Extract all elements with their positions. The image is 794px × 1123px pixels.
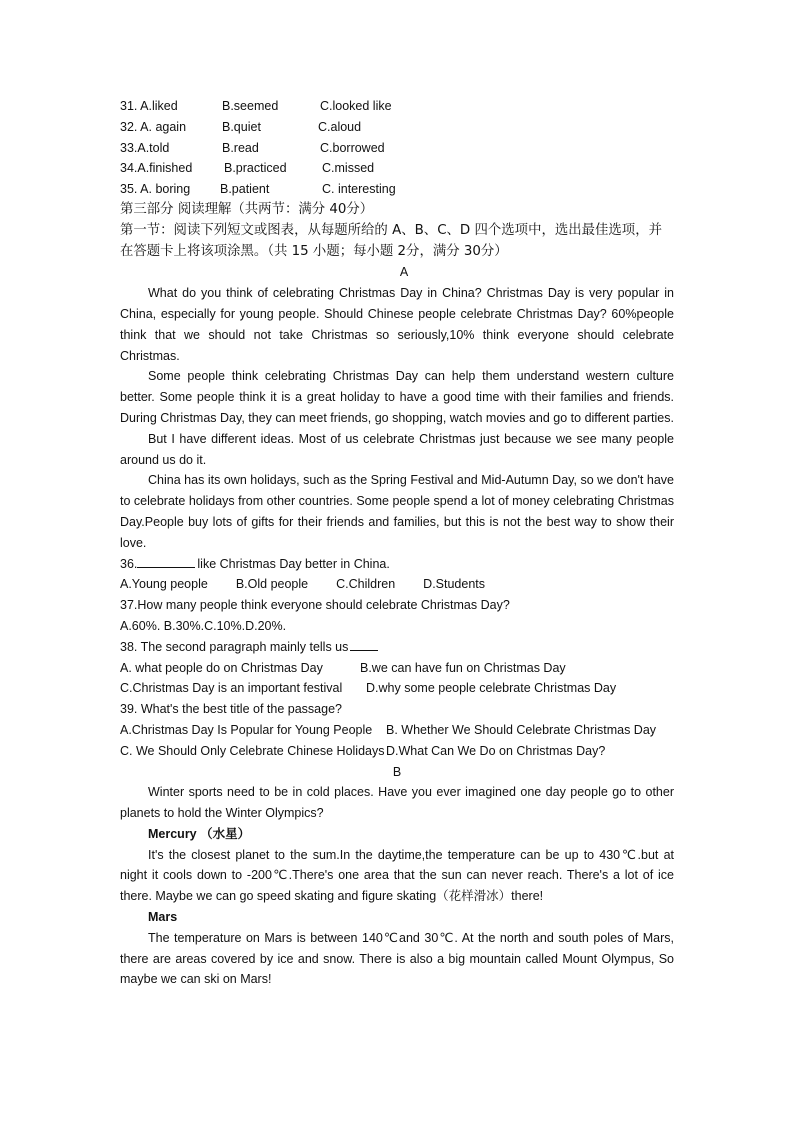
passage-a-paragraph: What do you think of celebrating Christmas Day in China? Christmas Day is very popular in China, especially for young people. Should Chinese people celebrate Christmas Day? 60%people think that we should not take Christmas so seriously,10% think everyone should celebrate Christmas. (120, 286, 674, 363)
cloze-34-c: C.missed (322, 161, 375, 176)
passage-b-label: B (392, 764, 402, 779)
answer-blank (137, 554, 195, 568)
mercury-heading: Mercury （水星） (148, 826, 251, 841)
cloze-33-c: C.borrowed (320, 140, 385, 155)
question-37-options: A.60%. B.30%.C.10%.D.20%. (120, 618, 287, 633)
exam-page (120, 96, 674, 990)
question-36-number: 36. (120, 556, 138, 571)
question-39-option-b: B. Whether We Should Celebrate Christmas Day (386, 722, 657, 737)
question-36-text: like Christmas Day better in China. (197, 556, 390, 571)
question-38-option-d: D.why some people celebrate Christmas Day (366, 681, 617, 696)
passage-a-paragraph: But I have different ideas. Most of us celebrate Christmas just because we see many people around us do it. (120, 431, 674, 467)
question-39-options-row-1 (120, 720, 674, 741)
cloze-35-a: 35. A. boring (120, 182, 191, 197)
section-instruction-line-2: 在答题卡上将该项涂黑。（共 15 小题；每小题 2分，满分 30分） (120, 243, 508, 259)
cloze-32-c: C.aloud (318, 119, 362, 134)
cloze-option-row (120, 96, 674, 117)
passage-b-intro: Winter sports need to be in cold places. Have you ever imagined one day people go to other planets to hold the Winter Olympics? (120, 785, 674, 821)
cloze-31-a: 31. A.liked (120, 99, 178, 113)
cloze-33-b: B.read (222, 140, 259, 155)
mars-paragraph: The temperature on Mars is between 140℃and 30℃. At the north and south poles of Mars, there are areas covered by ice and snow. There is also a big mountain called Mount Olympus, So maybe we can ski on Mars! (120, 930, 674, 987)
cloze-31-c: C.looked like (320, 99, 392, 113)
cloze-option-row (120, 158, 674, 179)
question-38-options-row-2 (120, 678, 674, 699)
mercury-paragraph: It's the closest planet to the sum.In the daytime,the temperature can be up to 430℃.but at night it cools down to -200℃.There's one area that the sun can never reach. There's a lot of ice there. Maybe we can go speed skating and figure skating（花样滑冰）there! (120, 847, 674, 904)
question-39: 39. What's the best title of the passage? (120, 702, 342, 717)
question-36-options (120, 574, 674, 595)
question-37: 37.How many people think everyone should celebrate Christmas Day? (120, 598, 510, 613)
answer-blank (350, 637, 378, 651)
cloze-32-b: B.quiet (222, 119, 261, 134)
section-instruction-line-1: 第一节：阅读下列短文或图表，从每题所给的 A、B、C、D 四个选项中，选出最佳选项，并 (120, 222, 662, 238)
cloze-34-a: 34.A.finished (120, 161, 193, 176)
cloze-33-a: 33.A.told (120, 140, 170, 155)
passage-a-label: A (399, 265, 409, 280)
question-38-text: 38. The second paragraph mainly tells us (120, 639, 349, 654)
question-38-option-a: A. what people do on Christmas Day (120, 660, 323, 675)
cloze-32-a: 32. A. again (120, 119, 187, 134)
cloze-option-row (120, 117, 674, 138)
cloze-35-b: B.patient (220, 182, 270, 197)
question-36-option-c: C.Children (336, 577, 396, 592)
question-38-option-c: C.Christmas Day is an important festival (120, 681, 343, 696)
passage-a-paragraph: Some people think celebrating Christmas Day can help them understand western culture better. Some people think it is a great holiday to have a good time with their families and friends. During Christmas Day, they can meet friends, go shopping, watch movies and go to different parties. (120, 369, 674, 425)
question-39-option-d: D.What Can We Do on Christmas Day? (386, 743, 606, 758)
cloze-option-row (120, 179, 674, 200)
question-36-option-d: D.Students (423, 577, 486, 592)
question-38-options-row-1 (120, 658, 674, 679)
passage-a-paragraph: China has its own holidays, such as the Spring Festival and Mid-Autumn Day, so we don't have to celebrate holidays from other countries. Some people spend a lot of money celebrating Christmas Day.People buy lots of gifts for their friends and families, but this is not the best way to show their love. (120, 473, 674, 550)
cloze-option-row (120, 138, 674, 159)
cloze-31-b: B.seemed (222, 99, 279, 113)
question-38 (120, 637, 674, 658)
question-39-option-a: A.Christmas Day Is Popular for Young People (120, 722, 373, 737)
question-38-option-b: B.we can have fun on Christmas Day (360, 660, 566, 675)
cloze-35-c: C. interesting (322, 182, 396, 197)
question-36 (120, 554, 674, 575)
question-36-option-b: B.Old people (235, 577, 309, 592)
section-title: 第三部分 阅读理解（共两节：满分 40分） (120, 201, 374, 217)
cloze-34-b: B.practiced (224, 161, 287, 176)
mars-heading: Mars (148, 910, 178, 925)
question-39-options-row-2 (120, 741, 674, 762)
question-39-option-c: C. We Should Only Celebrate Chinese Holidays (120, 743, 385, 758)
question-36-option-a: A.Young people (120, 577, 208, 592)
